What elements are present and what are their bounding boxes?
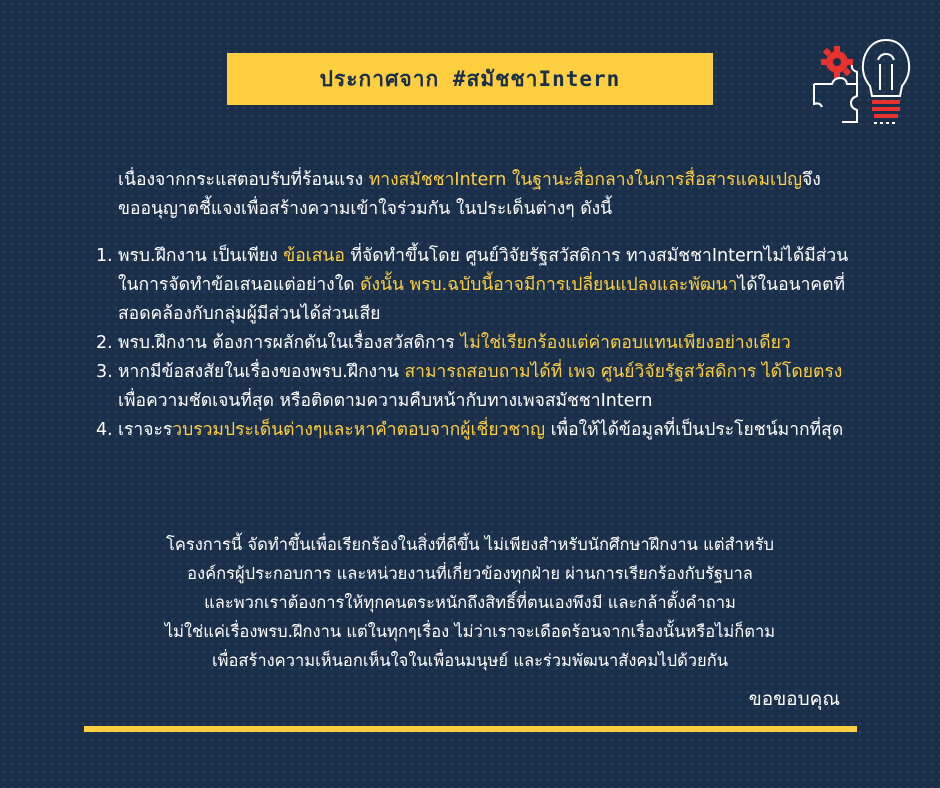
item-text: เพื่อความชัดเจนที่สุด หรือติดตามความคืบหน้ากับทางเพจสมัชชาIntern xyxy=(118,391,653,411)
list-item xyxy=(96,358,866,416)
list-number: 1. xyxy=(96,246,113,266)
closing-line: เพื่อสร้างความเห็นอกเห็นใจในเพื่อนมนุษย์ และร่วมพัฒนาสังคมไปด้วยกัน xyxy=(212,651,728,670)
closing-line: และพวกเราต้องการให้ทุกคนตระหนักถึงสิทธิ์ที่ตนเองพึงมี และกล้าตั้งคำถาม xyxy=(204,593,736,612)
item-text: ได้ในอนาคตที่สอดคล้องกับกลุ่มผู้มีส่วนได้ส่วนเสีย xyxy=(118,275,846,324)
title-banner xyxy=(227,53,713,105)
item-text: ที่จัดทำขึ้นโดย ศูนย์วิจัยรัฐสวัสดิการ ทางสมัชชาInternไม่ได้มีส่วนในการจัดทำข้อเสนอแต่อย่างใด xyxy=(118,246,849,295)
item-text: พรบ.ฝึกงาน เป็นเพียง xyxy=(118,246,284,266)
list-item xyxy=(96,416,866,445)
thank-you-text: ขอขอบคุณ xyxy=(748,688,840,710)
clarification-list xyxy=(96,242,866,445)
closing-paragraph xyxy=(80,530,860,675)
intro-text-end: จึงขออนุญาตชี้แจงเพื่อสร้างความเข้าใจร่วมกัน ในประเด็นต่างๆ ดังนี้ xyxy=(118,170,821,219)
closing-line: โครงการนี้ จัดทำขึ้นเพื่อเรียกร้องในสิ่งที่ดีขึ้น ไม่เพียงสำหรับนักศึกษาฝึกงาน แต่สำหรับ xyxy=(165,535,775,554)
title-text: ประกาศจาก #สมัชชาIntern xyxy=(319,66,621,91)
item-text: พรบ.ฝึกงาน ต้องการผลักดันในเรื่องสวัสดิการ xyxy=(118,333,461,353)
intro-paragraph xyxy=(118,166,838,224)
item-text: เพื่อให้ได้ข้อมูลที่เป็นประโยชน์มากที่สุด xyxy=(545,420,844,440)
list-number: 4. xyxy=(96,420,113,440)
item-text: เราจะร xyxy=(118,420,173,440)
item-text: หากมีข้อสงสัยในเรื่องของพรบ.ฝึกงาน xyxy=(118,362,405,382)
item-highlight: ไม่ใช่เรียกร้องแต่ค่าตอบแทนเพียงอย่างเดียว xyxy=(460,333,791,353)
intro-highlight: ทางสมัชชาIntern ในฐานะสื่อกลางในการสื่อสารแคมเปญ xyxy=(368,170,803,190)
closing-line: องค์กรผู้ประกอบการ และหน่วยงานที่เกี่ยวข้องทุกฝ่าย ผ่านการเรียกร้องกับรัฐบาล xyxy=(187,564,753,583)
item-highlight: วบรวมประเด็นต่างๆและหาคำตอบจากผู้เชี่ยวชาญ xyxy=(172,420,546,440)
item-highlight: ดังนั้น พรบ.ฉบับนี้อาจมีการเปลี่ยนแปลงและพัฒนา xyxy=(360,275,738,295)
item-highlight: ข้อเสนอ xyxy=(283,246,345,266)
divider xyxy=(84,726,857,732)
intro-text: เนื่องจากกระแสตอบรับที่ร้อนแรง xyxy=(118,170,369,190)
list-number: 2. xyxy=(96,333,113,353)
list-item xyxy=(96,242,866,329)
closing-line: ไม่ใช่แค่เรื่องพรบ.ฝึกงาน แต่ในทุกๆเรื่อง ไม่ว่าเราจะเดือดร้อนจากเรื่องนั้นหรือไม่ก็ตาม xyxy=(164,622,776,641)
list-number: 3. xyxy=(96,362,113,382)
item-highlight: สามารถสอบถามได้ที่ เพจ ศูนย์วิจัยรัฐสวัสดิการ ได้โดยตรง xyxy=(404,362,843,382)
puzzle-gear-lightbulb-icon xyxy=(812,34,912,126)
list-item xyxy=(96,329,866,358)
